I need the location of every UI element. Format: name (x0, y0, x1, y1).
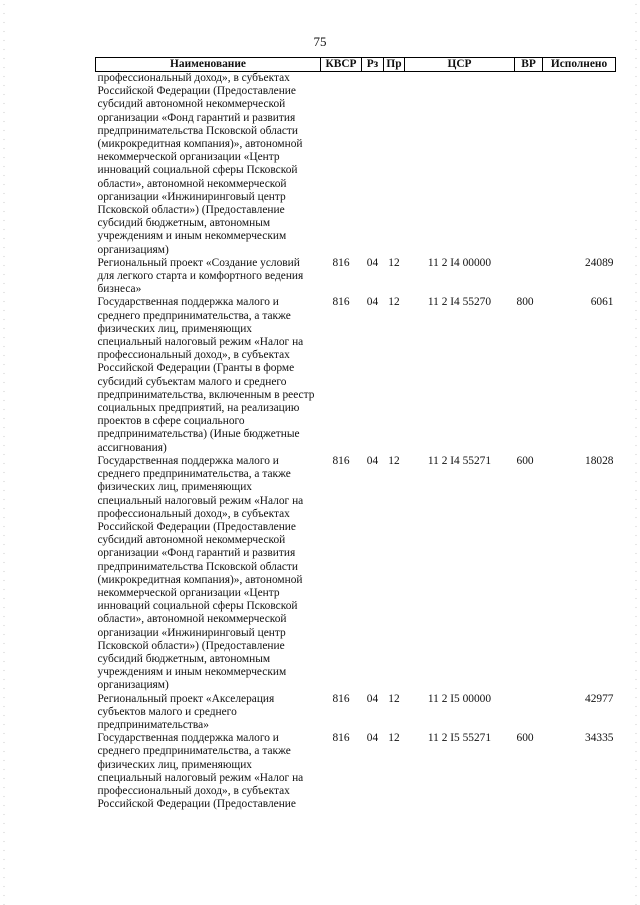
row-executed: 42977 (585, 692, 614, 705)
row-kvsr: 816 (332, 296, 350, 309)
row-vr (515, 72, 543, 257)
row-name: Государственная поддержка малого и среднего предпринимательства, а также физических лиц, применяющих специальный налоговый режим «Налог на профессиональный доход», в субъектах Российской Федерации (Предоставление (97, 732, 304, 811)
row-rz: 04 (366, 692, 379, 705)
row-rz: 04 (366, 454, 379, 467)
row-executed: 18028 (585, 454, 614, 467)
row-rz: 04 (366, 732, 379, 745)
table-row (96, 693, 616, 733)
row-vr (515, 693, 543, 733)
row-pr: 12 (388, 454, 400, 467)
row-name: профессиональный доход», в субъектах Российской Федерации (Предоставление субсидий автономной некоммерческой организации «Фонд гарантий и развития предпринимательства Псковской области (микрокредитная компания)», автономной некоммерческой организации «Центр инноваций социальной сферы Псковской области», автономной некоммерческой организации «Инжиниринговый центр Псковской области») (Предоставление субсидий бюджетным, автономным учреждениям и иным некоммерческим организациям) (97, 72, 303, 256)
budget-execution-table (95, 57, 616, 811)
row-kvsr: 816 (332, 256, 350, 269)
row-csr: 11 2 I4 55271 (427, 454, 492, 467)
row-kvsr: 816 (332, 454, 350, 467)
table-header-row (96, 58, 616, 72)
row-kvsr: 816 (332, 732, 350, 745)
header-name: Наименование (96, 58, 321, 72)
header-rz: Рз (362, 58, 384, 72)
table-row (96, 455, 616, 693)
right-margin-scan-dots (634, 0, 638, 905)
table-row (96, 296, 616, 454)
row-kvsr (321, 72, 362, 257)
page-number: 75 (313, 34, 327, 49)
row-name: Государственная поддержка малого и среднего предпринимательства, а также физических лиц, применяющих специальный налоговый режим «Налог на профессиональный доход», в субъектах Российской Федерации (Предоставление субсидий автономной некоммерческой организации «Фонд гарантий и развития предпринимательства Псковской области (микрокредитная компания)», автономной некоммерческой организации «Центр инноваций социальной сферы Псковской области», автономной некоммерческой организации «Инжиниринговый центр Псковской области») (Предоставление субсидий бюджетным, автономным учреждениям и иным некоммерческим организациям) (97, 454, 304, 692)
row-rz (362, 72, 384, 257)
row-name: Государственная поддержка малого и среднего предпринимательства, а также физических лиц, применяющих специальный налоговый режим «Налог на профессиональный доход», в субъектах Российской Федерации (Гранты в форме субсидий субъектам малого и среднего предпринимательства, включенным в реестр социальных предприятий, на реализацию проектов в сфере социального предпринимательства) (Иные бюджетные ассигнования) (97, 296, 315, 454)
row-rz: 04 (366, 256, 379, 269)
left-margin-scan-dots (2, 0, 6, 905)
row-vr: 600 (516, 454, 534, 467)
row-name: Региональный проект «Создание условий для легкого старта и комфортного ведения бизнеса» (97, 256, 304, 296)
row-vr: 600 (516, 732, 534, 745)
row-vr (515, 257, 543, 297)
row-pr: 12 (388, 296, 400, 309)
header-kvsr: КВСР (321, 58, 362, 72)
row-csr (405, 72, 515, 257)
row-vr: 800 (516, 296, 534, 309)
row-pr: 12 (388, 732, 400, 745)
row-executed: 6061 (590, 296, 614, 309)
row-executed (543, 72, 616, 257)
row-rz: 04 (366, 296, 379, 309)
row-csr: 11 2 I5 55271 (427, 732, 492, 745)
row-kvsr: 816 (332, 692, 350, 705)
row-pr: 12 (388, 256, 400, 269)
header-pr: Пр (384, 58, 405, 72)
row-name: Региональный проект «Акселерация субъектов малого и среднего предпринимательства» (97, 692, 275, 731)
header-csr: ЦСР (405, 58, 515, 72)
row-csr: 11 2 I4 00000 (427, 256, 492, 269)
header-executed: Исполнено (543, 58, 616, 72)
row-executed: 24089 (585, 256, 614, 269)
row-pr (384, 72, 405, 257)
table-row (96, 72, 616, 257)
row-csr: 11 2 I4 55270 (427, 296, 492, 309)
header-vr: ВР (515, 58, 543, 72)
table-row (96, 257, 616, 297)
row-pr: 12 (388, 692, 400, 705)
row-executed: 34335 (585, 732, 614, 745)
table-row (96, 732, 616, 811)
row-csr: 11 2 I5 00000 (427, 692, 492, 705)
